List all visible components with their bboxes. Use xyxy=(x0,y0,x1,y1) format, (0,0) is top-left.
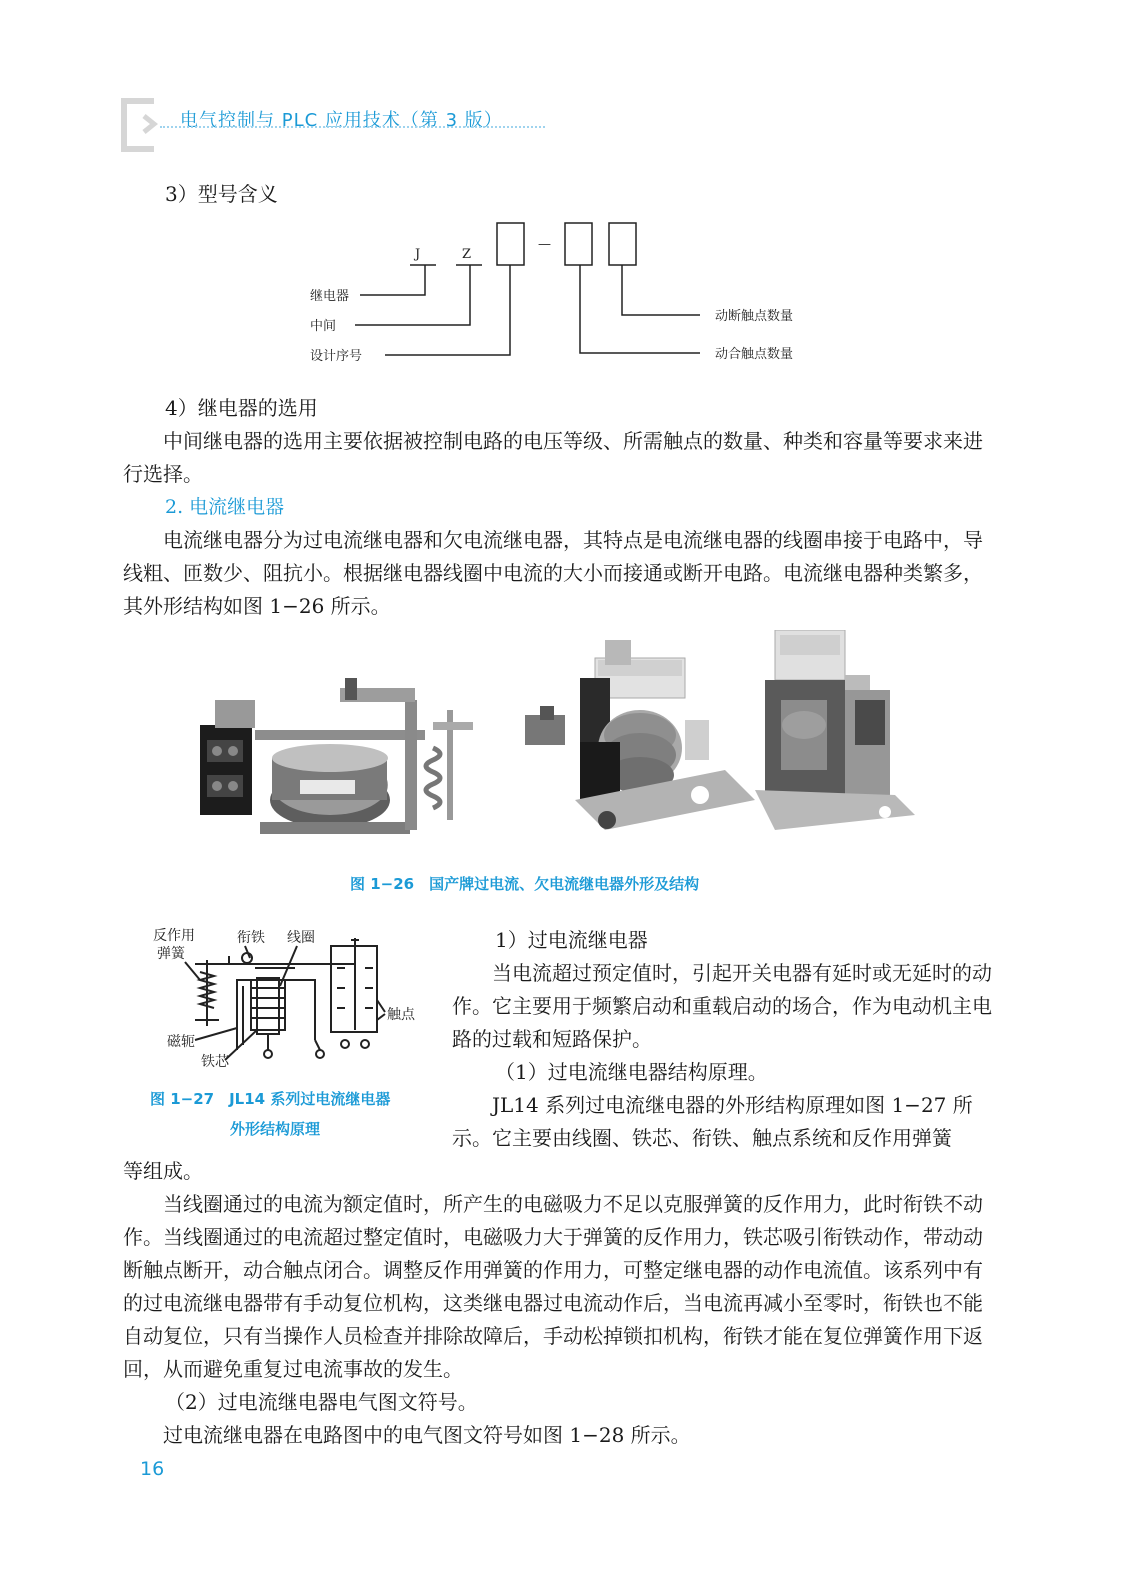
selection-text: 中间继电器的选用主要依据被控制电路的电压等级、所需触点的数量、种类和容量等要求来进行选择。 xyxy=(123,429,983,486)
letter-z: Z xyxy=(462,247,472,262)
overcurrent-p3: 当线圈通过的电流为额定值时，所产生的电磁吸力不足以克服弹簧的反作用力，此时衔铁不动作。当线圈通过的电流超过整定值时，电磁吸力大于弹簧的反作用力，铁芯吸引衔铁动作，带动动断触点断开，动合触点闭合。调整反作用弹簧的作用力，可整定继电器的动作电流值。该系列中有的过电流继电器带有手动复位机构，这类继电器过电流动作后，当电流再减小至零时，衔铁也不能自动复位，只有当操作人员检查并排除故障后，手动松掉锁扣机构，衔铁才能在复位弹簧作用下返回，从而避免重复过电流事故的发生。 xyxy=(123,1192,983,1381)
overcurrent-sub1: （1）过电流继电器结构原理。 xyxy=(495,1060,768,1084)
label-coil: 线圈 xyxy=(287,930,315,946)
figure-1-27-diagram xyxy=(145,920,435,1080)
figure-1-26-photo xyxy=(195,630,925,852)
letter-j: J xyxy=(415,247,421,262)
label-reaction-spring-line2: 弹簧 xyxy=(157,946,185,962)
overcurrent-p1: 当电流超过预定值时，引起开关电器有延时或无延时的动作。它主要用于频繁启动和重载启动的场合，作为电动机主电路的过载和短路保护。 xyxy=(452,961,992,1051)
overcurrent-p2-tail: 等组成。 xyxy=(123,1159,203,1183)
label-design-number: 设计序号 xyxy=(310,349,363,364)
relay-photo-3 xyxy=(755,630,915,830)
overcurrent-sub2: （2）过电流继电器电气图文符号。 xyxy=(165,1390,478,1414)
label-yoke: 磁轭 xyxy=(167,1034,195,1050)
overcurrent-p2: JL14 系列过电流继电器的外形结构原理如图 1−27 所示。它主要由线圈、铁芯、衔铁、触点系统和反作用弹簧 xyxy=(452,1093,973,1150)
header-bracket-icon xyxy=(120,98,160,152)
label-relay: 继电器 xyxy=(310,289,350,304)
figure-1-26-caption: 图 1−26 国产牌过电流、欠电流继电器外形及结构 xyxy=(350,875,700,893)
relay-photo-1 xyxy=(200,678,473,834)
figure-1-27-caption-line2: 外形结构原理 xyxy=(230,1120,321,1138)
label-core: 铁芯 xyxy=(201,1054,229,1070)
nc-count-box xyxy=(565,223,592,265)
label-armature: 衔铁 xyxy=(237,930,265,946)
page-number: 16 xyxy=(140,1458,165,1480)
model-heading: 3）型号含义 xyxy=(165,182,278,206)
model-code-diagram xyxy=(300,215,840,380)
header-divider xyxy=(160,126,545,128)
relay-photo-2 xyxy=(525,640,755,830)
label-nc-count: 动断触点数量 xyxy=(715,309,794,324)
current-relay-heading: 2. 电流继电器 xyxy=(165,496,285,518)
current-relay-text: 电流继电器分为过电流继电器和欠电流继电器，其特点是电流继电器的线圈串接于电路中，导线粗、匝数少、阻抗小。根据继电器线圈中电流的大小而接通或断开电路。电流继电器种类繁多，其外形结构如图 1−26 所示。 xyxy=(123,528,983,618)
dash-symbol: — xyxy=(538,237,551,252)
no-count-box xyxy=(609,223,636,265)
label-contact: 触点 xyxy=(387,1007,415,1023)
label-intermediate: 中间 xyxy=(310,319,337,334)
overcurrent-p4: 过电流继电器在电路图中的电气图文符号如图 1−28 所示。 xyxy=(163,1423,691,1447)
label-no-count: 动合触点数量 xyxy=(715,347,794,362)
selection-heading: 4）继电器的选用 xyxy=(165,396,318,420)
header-title: 电气控制与 PLC 应用技术（第 3 版） xyxy=(180,110,503,131)
design-number-box xyxy=(497,223,524,265)
figure-1-27-caption-line1: 图 1−27 JL14 系列过电流继电器 xyxy=(150,1090,391,1108)
overcurrent-heading: 1）过电流继电器 xyxy=(495,928,648,952)
label-reaction-spring-line1: 反作用 xyxy=(153,928,195,944)
